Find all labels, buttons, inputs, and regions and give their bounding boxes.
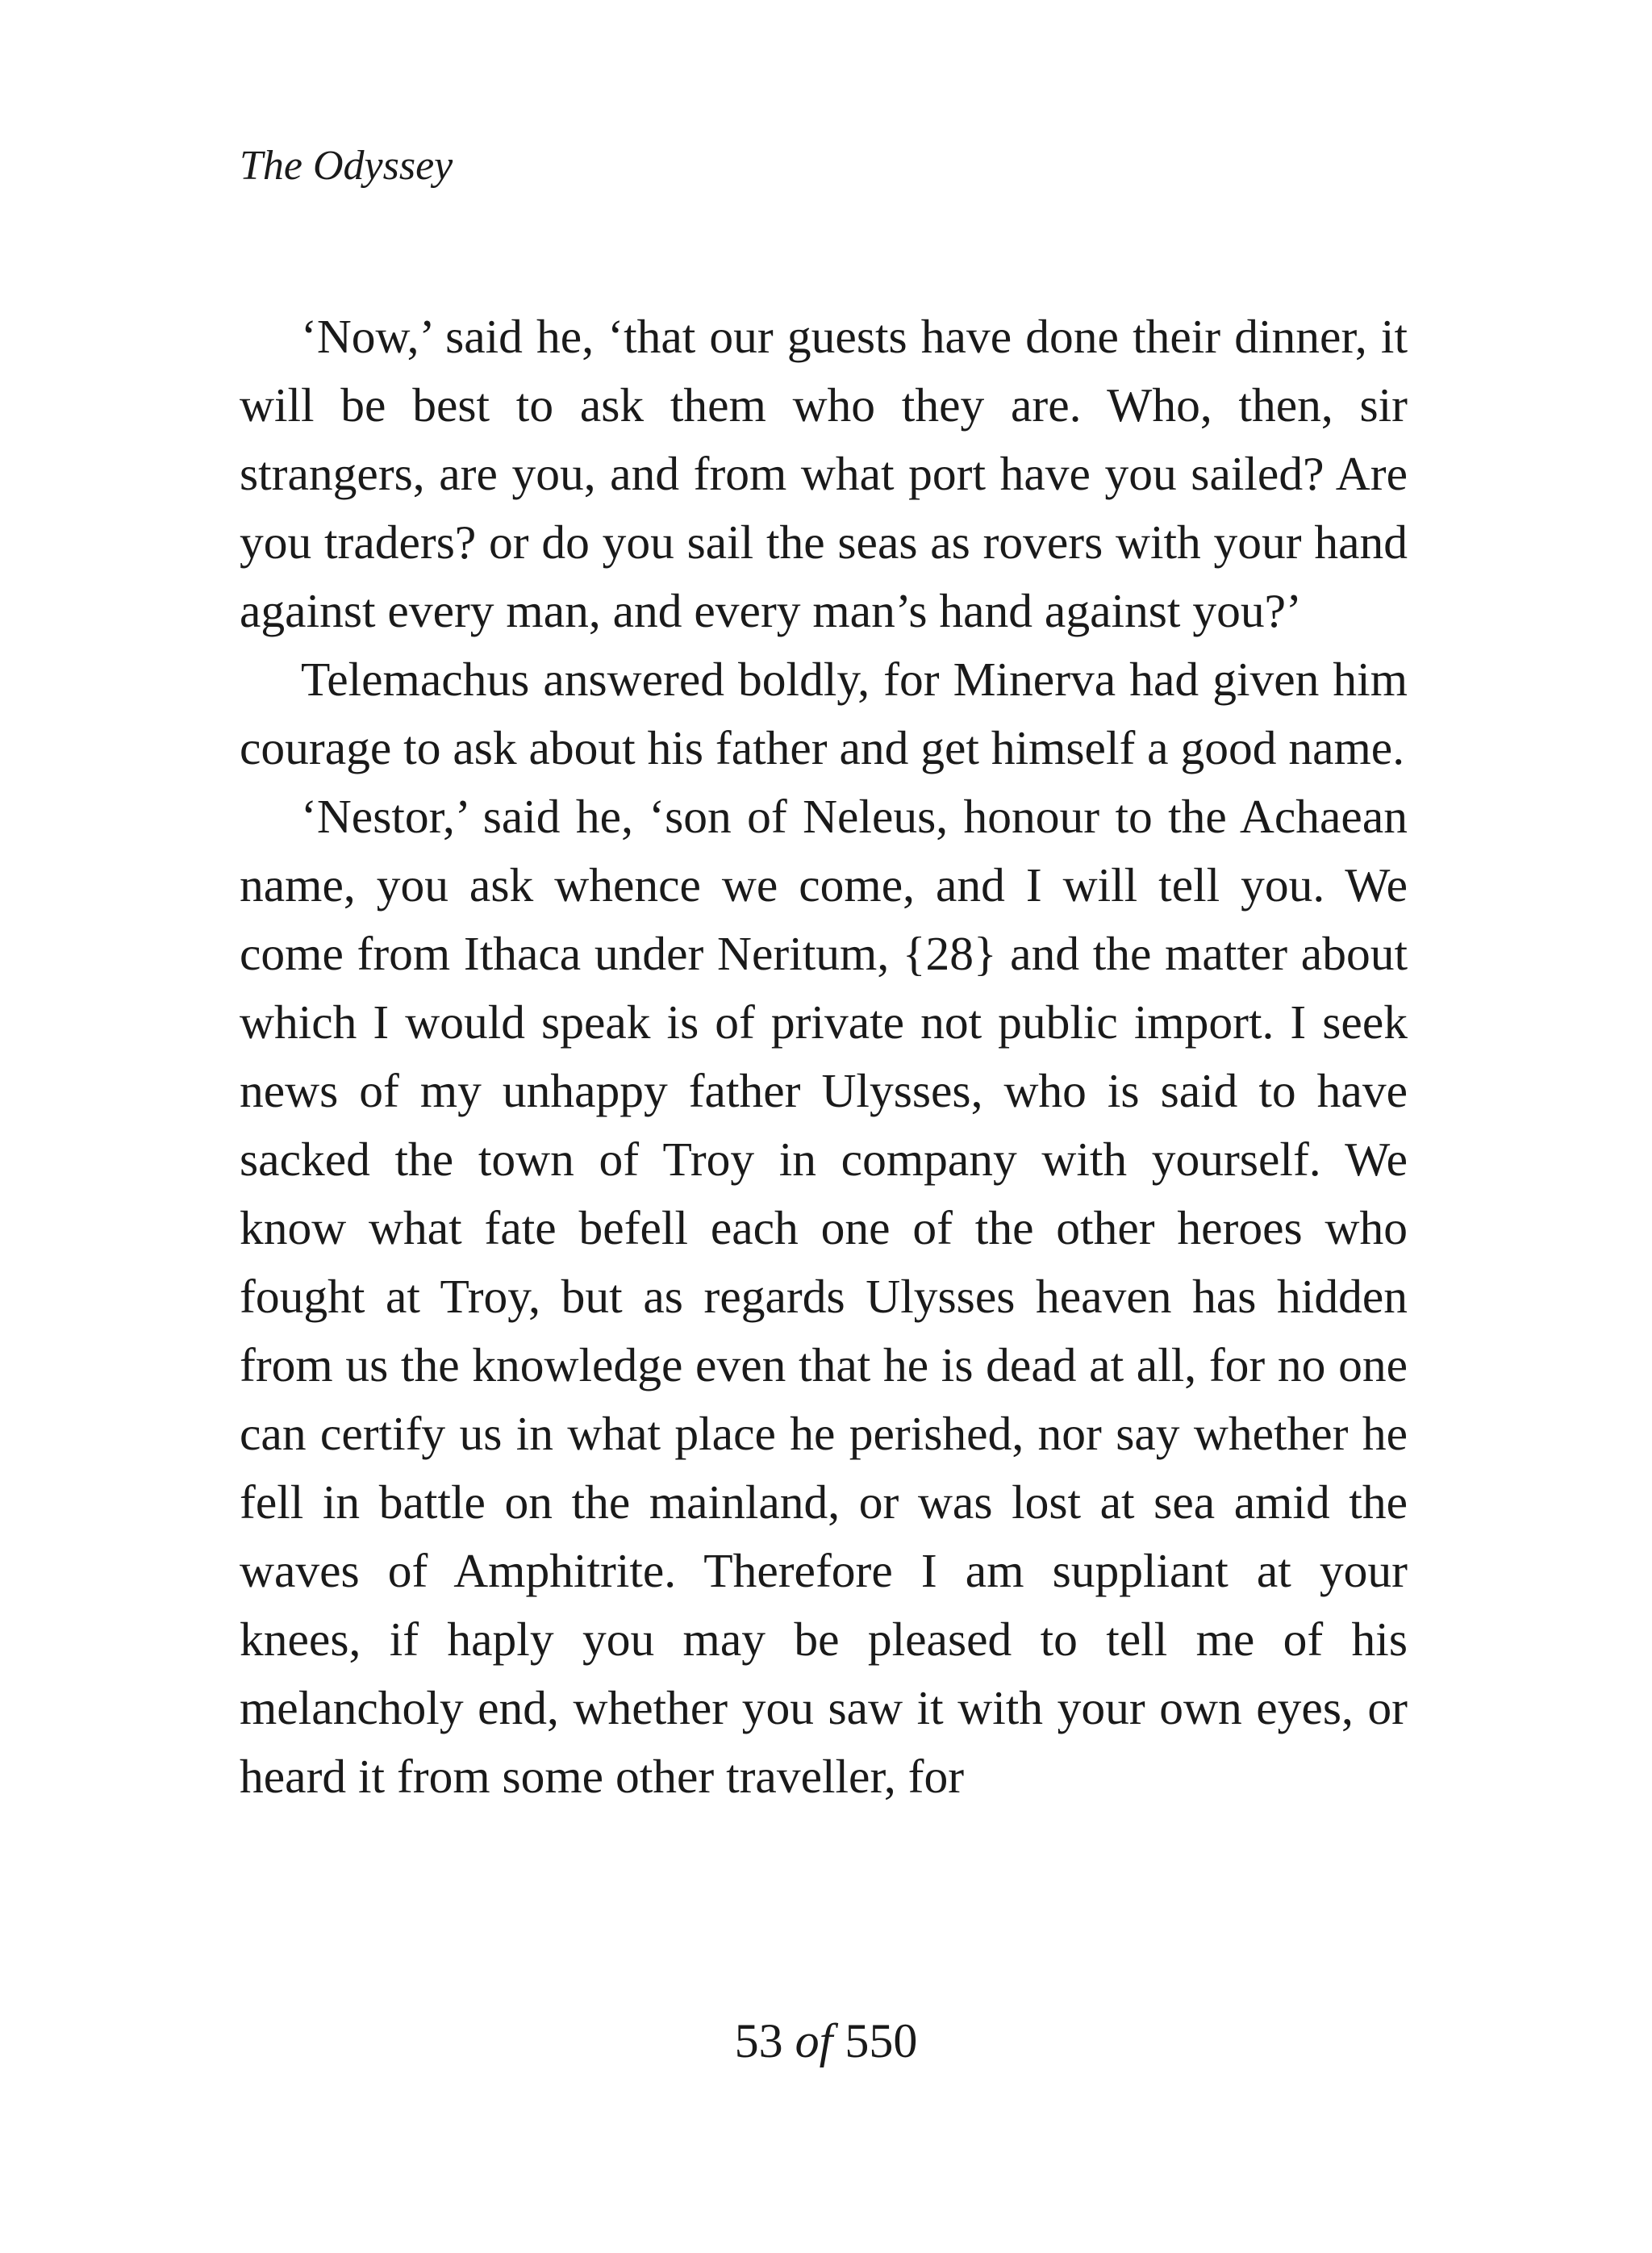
total-pages: 550 — [845, 2014, 918, 2067]
body-text — [240, 302, 1408, 1811]
paragraph-3: ‘Nestor,’ said he, ‘son of Neleus, honour to the Achaean name, you ask whence we come, and I will tell you. We come from Ithaca under Neritum, {28} and the matter about which I would speak is of private not public import. I seek news of my unhappy father Ulysses, who is said to have sacked the town of Troy in company with yourself. We know what fate befell each one of the other heroes who fought at Troy, but as regards Ulysses heaven has hidden from us the knowledge even that he is dead at all, for no one can certify us in what place he perished, nor say whether he fell in battle on the mainland, or was lost at sea amid the waves of Amphitrite. Therefore I am suppliant at your knees, if haply you may be pleased to tell me of his melancholy end, whether you saw it with your own eyes, or heard it from some other traveller, for — [240, 790, 1408, 1803]
page-number — [0, 2014, 1652, 2067]
page-of-label: of — [795, 2014, 833, 2067]
paragraph-1: ‘Now,’ said he, ‘that our guests have done their dinner, it will be best to ask them who they are. Who, then, sir strangers, are you, and from what port have you sailed? Are you traders? or do you sail the seas as rovers with your hand against every man, and every man’s hand against you?’ — [240, 310, 1408, 637]
running-header-title: The Odyssey — [240, 143, 453, 189]
paragraph-2: Telemachus answered boldly, for Minerva had given him courage to ask about his father and get himself a good name. — [240, 653, 1408, 774]
current-page: 53 — [734, 2014, 783, 2067]
